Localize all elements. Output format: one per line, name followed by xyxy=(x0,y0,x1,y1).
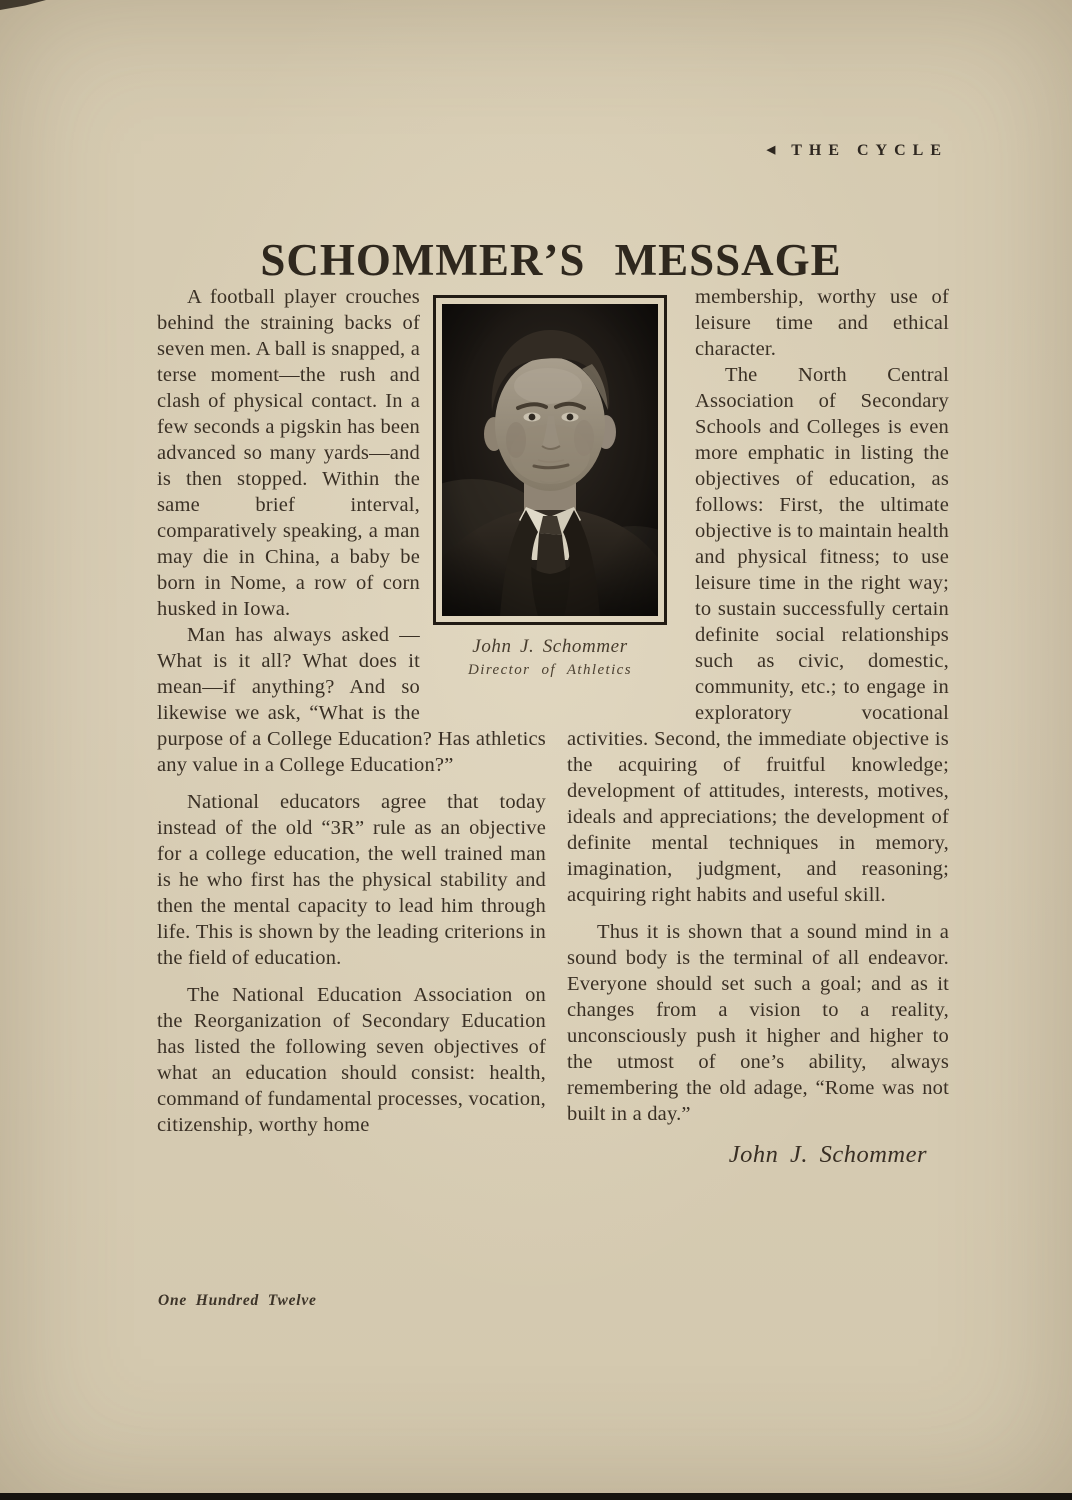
header-brand-label: THE CYCLE xyxy=(791,142,948,159)
paragraph: membership, worthy use of leisure time and ethical character. xyxy=(695,286,949,360)
photo-caption-name: John J. Schommer xyxy=(472,636,628,657)
portrait-photo-illustration xyxy=(442,304,658,616)
page-title: SCHOMMER’S MESSAGE xyxy=(260,235,842,286)
paragraph: Thus it is shown that a sound mind in a sound body is the terminal of all endeavor. Everyone should set such a goal; and as it changes from a vision to a reality, unconsciously push it higher and higher to the utmost of one’s ability, always remembering the old adage, “Rome was not built in a day.” xyxy=(567,921,949,1125)
paragraph: The National Education Association on the Reorganization of Secondary Education has listed the following seven objectives of what an education should consist: health, command of fundamental processes, vocation, citizenship, worthy home xyxy=(157,984,546,1136)
portrait-photo xyxy=(433,295,667,625)
left-arrow-icon: ◀ xyxy=(766,144,776,156)
scan-bottom-edge-artifact xyxy=(0,1493,1072,1500)
photo-caption-role: Director of Athletics xyxy=(468,662,632,678)
paragraph: National educators agree that today instead of the old “3R” rule as an objective for a college education, the well trained man is he who first has the physical stability and then the mental capacity to lead him through life. This is shown by the leading criterions in the field of education. xyxy=(157,791,546,969)
photo-caption xyxy=(413,636,687,679)
footer-folio: One Hundred Twelve xyxy=(158,1292,317,1309)
paragraph: Man has always asked — What is it all? What does it mean—if anything? And so likewise we ask, “What is the purpose of a College Education? Has athletics any value in a College Education?” xyxy=(157,624,546,776)
paragraph: A football player crouches behind the straining backs of seven men. A ball is snapped, a terse moment—the rush and clash of physical contact. In a few seconds a pigskin has been advanced so many yards—and is then stopped. Within the same brief interval, comparatively speaking, a man may die in China, a baby be born in Nome, a row of corn husked in Iowa. xyxy=(157,286,420,620)
header-brand xyxy=(767,142,948,160)
signature-text: John J. Schommer xyxy=(728,1141,927,1168)
paragraph: The North Central Association of Secondary Schools and Colleges is even more emphatic in listing the objectives of education, as follows: First, the ultimate objective is to maintain health and physical fitness; to use leisure time in the right way; to sustain successfully certain definite social relationships such as civic, domestic, community, etc.; to engage in exploratory vocational activities. Second, the immediate objective is the acquiring of fruitful knowledge; development of attitudes, interests, motives, ideals and appreciations; the development of definite mental techniques in memory, imagination, judgment, and reasoning; acquiring right habits and useful skill. xyxy=(567,364,949,906)
scan-corner-artifact xyxy=(0,0,46,10)
